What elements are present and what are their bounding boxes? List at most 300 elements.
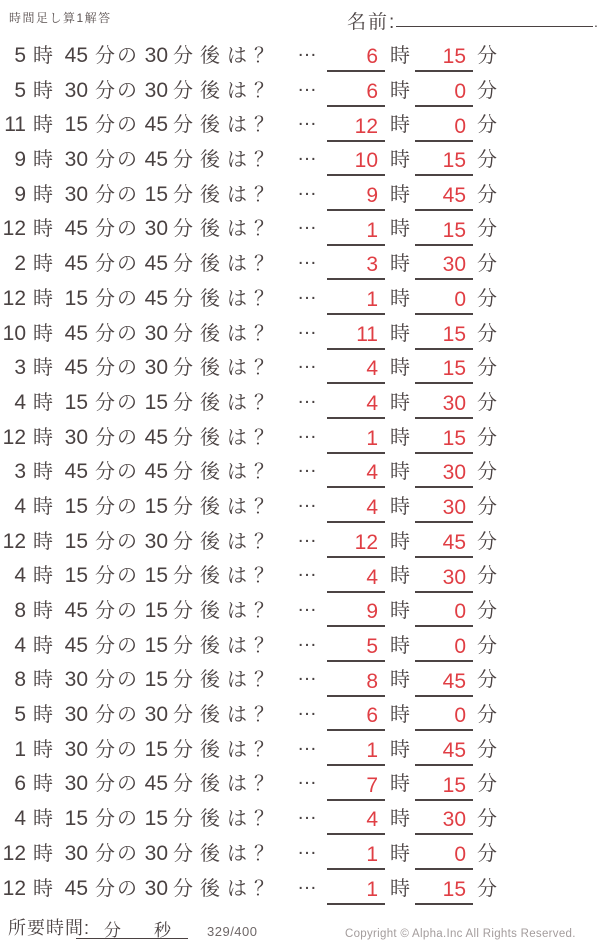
minutes-later-question-label: 分後は？ [173,114,281,137]
minute-no-label: 分の [95,357,139,380]
minutes-later-question-label: 分後は？ [173,530,281,553]
question-minute-value: 15 [64,564,88,588]
hour-kanji-label: 時 [33,461,53,484]
ellipsis-leader: … [297,698,317,721]
question-hour-value: 5 [14,703,26,727]
answer-minute-blank [415,286,473,315]
minute-no-label: 分の [95,669,139,692]
ellipsis-leader: … [297,594,317,616]
answer-hour-value: 12 [354,530,378,554]
question-hour-value: 6 [14,772,26,796]
answer-minute-blank [415,321,473,350]
minute-no-label: 分の [95,287,139,310]
ellipsis-leader: … [297,351,317,374]
question-delta-value: 30 [144,703,168,727]
answer-hour-value: 1 [366,843,378,866]
answer-hour-blank [327,43,385,72]
question-minute-value: 30 [64,668,88,692]
copyright-text: Copyright © Alpha.Inc All Rights Reserved. [345,928,576,940]
answer-minute-value: 15 [442,773,466,797]
minute-kanji-label: 分 [477,704,497,727]
minute-no-label: 分の [95,634,139,657]
answer-minute-blank [415,529,473,558]
ellipsis-leader: … [297,663,317,686]
answer-hour-blank [327,251,385,280]
answer-hour-blank [327,876,385,905]
hour-kanji-label: 時 [390,183,410,206]
question-delta-value: 15 [144,807,168,831]
question-minute-value: 30 [64,737,88,761]
question-delta-value: 15 [144,599,168,622]
question-delta-value: 45 [144,252,168,276]
answer-hour-value: 4 [366,496,378,520]
ellipsis-leader: … [297,836,317,859]
hour-kanji-label: 時 [390,669,410,692]
answer-minute-blank [415,702,473,731]
minute-kanji-label: 分 [477,45,497,67]
hour-kanji-label: 時 [390,704,410,727]
answer-hour-blank [327,147,385,176]
seconds-unit-label: 秒 [154,921,171,940]
question-hour-value: 12 [2,841,26,865]
ellipsis-leader: … [297,212,317,235]
ellipsis-leader: … [297,628,317,651]
minute-no-label: 分の [95,808,139,831]
answer-minute-blank [415,425,473,454]
question-hour-value: 9 [14,148,26,172]
minutes-later-question-label: 分後は？ [173,149,281,172]
answer-hour-blank [327,529,385,558]
hour-kanji-label: 時 [33,253,53,276]
minute-kanji-label: 分 [477,634,497,657]
minutes-later-question-label: 分後は？ [173,634,281,657]
question-delta-value: 30 [144,217,168,241]
question-minute-value: 45 [64,252,88,276]
ellipsis-leader: … [297,177,317,200]
question-delta-value: 15 [144,737,168,761]
answer-hour-value: 1 [366,738,378,762]
hour-kanji-label: 時 [33,773,53,796]
hour-kanji-label: 時 [390,357,410,380]
ellipsis-leader: … [297,143,317,166]
ellipsis-leader: … [297,73,317,96]
answer-hour-value: 7 [366,773,378,797]
minutes-later-question-label: 分後は？ [173,426,281,449]
minute-no-label: 分の [95,773,139,796]
answer-minute-value: 15 [442,218,466,242]
minute-kanji-label: 分 [477,738,497,761]
minutes-later-question-label: 分後は？ [173,357,281,380]
answer-minute-blank [415,113,473,142]
answer-minute-value: 0 [454,288,466,311]
answer-hour-blank [327,737,385,766]
answer-minute-blank [415,564,473,593]
minute-no-label: 分の [95,149,139,172]
question-hour-value: 5 [14,78,26,102]
answer-hour-value: 6 [366,79,378,103]
question-hour-value: 4 [14,633,26,657]
answer-hour-blank [327,321,385,350]
answer-hour-value: 9 [366,600,378,624]
hour-kanji-label: 時 [33,495,53,518]
question-minute-value: 15 [64,529,88,553]
minute-kanji-label: 分 [477,773,497,796]
answer-minute-value: 15 [442,322,466,346]
question-hour-value: 3 [14,356,26,380]
minute-no-label: 分の [95,600,139,622]
question-minute-value: 45 [64,633,88,657]
minute-kanji-label: 分 [477,808,497,831]
question-minute-value: 30 [64,78,88,102]
hour-kanji-label: 時 [390,45,410,67]
ellipsis-leader: … [297,489,317,512]
answer-hour-value: 10 [354,149,378,173]
ellipsis-leader: … [297,455,317,478]
ellipsis-leader: … [297,559,317,582]
minutes-later-question-label: 分後は？ [173,253,281,276]
question-hour-value: 8 [14,599,26,622]
minute-no-label: 分の [95,738,139,761]
question-hour-value: 9 [14,182,26,206]
hour-kanji-label: 時 [33,600,53,622]
ellipsis-leader: … [297,385,317,408]
answer-hour-blank [327,772,385,801]
answer-hour-value: 6 [366,45,378,69]
hour-kanji-label: 時 [390,530,410,553]
minute-no-label: 分の [95,391,139,414]
minute-no-label: 分の [95,877,139,900]
question-minute-value: 30 [64,841,88,865]
answer-minute-blank [415,494,473,523]
question-minute-value: 45 [64,460,88,484]
hour-kanji-label: 時 [390,218,410,241]
hour-kanji-label: 時 [33,842,53,865]
hour-kanji-label: 時 [390,426,410,449]
question-delta-value: 15 [144,633,168,657]
minutes-later-question-label: 分後は？ [173,738,281,761]
answer-hour-blank [327,78,385,107]
hour-kanji-label: 時 [33,808,53,831]
answer-hour-value: 9 [366,183,378,207]
answer-hour-value: 4 [366,461,378,485]
answer-minute-value: 0 [454,704,466,728]
minute-kanji-label: 分 [477,530,497,553]
minute-kanji-label: 分 [477,253,497,276]
answer-minute-blank [415,78,473,107]
minutes-later-question-label: 分後は？ [173,287,281,310]
minutes-later-question-label: 分後は？ [173,322,281,345]
answer-minute-value: 0 [454,79,466,103]
minutes-later-question-label: 分後は？ [173,600,281,622]
question-minute-value: 30 [64,425,88,449]
hour-kanji-label: 時 [390,565,410,588]
hour-kanji-label: 時 [390,842,410,865]
question-minute-value: 15 [64,807,88,831]
minute-kanji-label: 分 [477,218,497,241]
required-time-label: 所要時間: [8,918,91,938]
minutes-unit-label: 分 [104,921,121,940]
hour-kanji-label: 時 [33,426,53,449]
minute-kanji-label: 分 [477,842,497,865]
answer-minute-value: 30 [442,253,466,277]
question-hour-value: 8 [14,668,26,692]
hour-kanji-label: 時 [33,79,53,102]
answer-hour-blank [327,564,385,593]
question-delta-value: 15 [144,494,168,518]
question-delta-value: 15 [144,668,168,692]
name-line-period: . [594,14,598,30]
answer-hour-value: 4 [366,357,378,381]
question-delta-value: 45 [144,772,168,796]
question-minute-value: 45 [64,356,88,380]
ellipsis-leader: … [297,39,317,61]
question-delta-value: 45 [144,425,168,449]
question-delta-value: 30 [144,876,168,900]
answer-minute-value: 45 [442,669,466,693]
question-delta-value: 30 [144,356,168,380]
ellipsis-leader: … [297,281,317,304]
hour-kanji-label: 時 [33,357,53,380]
answer-hour-blank [327,841,385,870]
minute-kanji-label: 分 [477,287,497,310]
problem-row [0,872,600,907]
question-minute-value: 30 [64,703,88,727]
answer-hour-value: 3 [366,253,378,277]
minutes-later-question-label: 分後は？ [173,391,281,414]
answer-minute-value: 45 [442,530,466,554]
ellipsis-leader: … [297,524,317,547]
minute-no-label: 分の [95,218,139,241]
answer-hour-value: 8 [366,669,378,693]
answer-minute-blank [415,251,473,280]
question-minute-value: 15 [64,390,88,414]
answer-hour-value: 1 [366,218,378,242]
question-hour-value: 3 [14,460,26,484]
question-hour-value: 12 [2,876,26,900]
hour-kanji-label: 時 [390,738,410,761]
answer-minute-blank [415,737,473,766]
answer-minute-value: 15 [442,357,466,381]
question-minute-value: 15 [64,286,88,310]
minute-kanji-label: 分 [477,669,497,692]
question-hour-value: 4 [14,390,26,414]
hour-kanji-label: 時 [390,322,410,345]
minute-kanji-label: 分 [477,495,497,518]
minute-no-label: 分の [95,530,139,553]
question-minute-value: 45 [64,599,88,622]
question-hour-value: 5 [14,44,26,67]
minute-kanji-label: 分 [477,79,497,102]
hour-kanji-label: 時 [33,391,53,414]
answer-minute-value: 0 [454,843,466,866]
minute-no-label: 分の [95,704,139,727]
answer-minute-value: 0 [454,600,466,624]
answer-minute-value: 30 [442,565,466,589]
minute-no-label: 分の [95,461,139,484]
answer-minute-value: 0 [454,114,466,138]
hour-kanji-label: 時 [390,461,410,484]
minute-kanji-label: 分 [477,600,497,622]
minute-no-label: 分の [95,426,139,449]
name-label: 名前: [347,12,397,33]
hour-kanji-label: 時 [390,600,410,622]
answer-hour-blank [327,182,385,211]
answer-minute-value: 15 [442,426,466,450]
minute-no-label: 分の [95,114,139,137]
question-minute-value: 45 [64,44,88,67]
minutes-later-question-label: 分後は？ [173,808,281,831]
hour-kanji-label: 時 [33,877,53,900]
question-minute-value: 15 [64,494,88,518]
answer-hour-blank [327,806,385,835]
answer-hour-blank [327,355,385,384]
question-hour-value: 10 [2,321,26,345]
hour-kanji-label: 時 [33,669,53,692]
answer-hour-value: 4 [366,565,378,589]
hour-kanji-label: 時 [390,149,410,172]
answer-hour-blank [327,113,385,142]
minute-kanji-label: 分 [477,183,497,206]
minute-kanji-label: 分 [477,426,497,449]
minutes-later-question-label: 分後は？ [173,877,281,900]
question-minute-value: 30 [64,182,88,206]
question-minute-value: 45 [64,217,88,241]
hour-kanji-label: 時 [390,79,410,102]
required-time-blank [76,916,188,939]
answer-minute-value: 30 [442,496,466,520]
minute-kanji-label: 分 [477,322,497,345]
hour-kanji-label: 時 [33,738,53,761]
answer-hour-value: 6 [366,704,378,728]
answer-minute-value: 30 [442,461,466,485]
minute-kanji-label: 分 [477,114,497,137]
hour-kanji-label: 時 [33,634,53,657]
minute-no-label: 分の [95,842,139,865]
minute-no-label: 分の [95,495,139,518]
question-delta-value: 30 [144,78,168,102]
answer-minute-value: 15 [442,149,466,173]
minute-kanji-label: 分 [477,357,497,380]
answer-hour-blank [327,286,385,315]
question-delta-value: 30 [144,841,168,865]
minutes-later-question-label: 分後は？ [173,495,281,518]
question-delta-value: 30 [144,44,168,67]
question-hour-value: 12 [2,529,26,553]
question-minute-value: 30 [64,772,88,796]
hour-kanji-label: 時 [390,287,410,310]
minutes-later-question-label: 分後は？ [173,79,281,102]
answer-minute-blank [415,806,473,835]
answer-minute-blank [415,668,473,697]
ellipsis-leader: … [297,247,317,270]
minute-kanji-label: 分 [477,461,497,484]
answer-minute-value: 15 [442,877,466,901]
answer-minute-blank [415,459,473,488]
answer-minute-value: 0 [454,634,466,658]
answer-hour-blank [327,633,385,662]
answer-hour-value: 1 [366,877,378,901]
question-minute-value: 45 [64,876,88,900]
hour-kanji-label: 時 [390,253,410,276]
question-hour-value: 2 [14,252,26,276]
minutes-later-question-label: 分後は？ [173,461,281,484]
minutes-later-question-label: 分後は？ [173,218,281,241]
hour-kanji-label: 時 [33,45,53,67]
minute-no-label: 分の [95,45,139,67]
answer-hour-blank [327,390,385,419]
minutes-later-question-label: 分後は？ [173,773,281,796]
question-minute-value: 15 [64,113,88,137]
minute-no-label: 分の [95,253,139,276]
ellipsis-leader: … [297,316,317,339]
answer-hour-value: 1 [366,426,378,450]
question-hour-value: 12 [2,286,26,310]
question-delta-value: 30 [144,529,168,553]
answer-minute-value: 30 [442,392,466,416]
hour-kanji-label: 時 [33,287,53,310]
worksheet-title: 時間足し算1解答 [9,11,112,25]
hour-kanji-label: 時 [390,114,410,137]
question-hour-value: 4 [14,494,26,518]
answer-minute-blank [415,633,473,662]
question-minute-value: 30 [64,148,88,172]
ellipsis-leader: … [297,802,317,825]
answer-hour-blank [327,425,385,454]
answer-minute-value: 45 [442,738,466,762]
question-delta-value: 15 [144,564,168,588]
ellipsis-leader: … [297,732,317,755]
hour-kanji-label: 時 [33,322,53,345]
hour-kanji-label: 時 [33,149,53,172]
minute-kanji-label: 分 [477,391,497,414]
minutes-later-question-label: 分後は？ [173,842,281,865]
question-delta-value: 45 [144,286,168,310]
answer-hour-value: 12 [354,114,378,138]
minute-kanji-label: 分 [477,565,497,588]
answer-minute-blank [415,772,473,801]
minutes-later-question-label: 分後は？ [173,669,281,692]
page-number: 329/400 [207,924,258,939]
minute-kanji-label: 分 [477,149,497,172]
answer-minute-blank [415,841,473,870]
answer-minute-value: 15 [442,45,466,69]
answer-hour-value: 4 [366,808,378,832]
question-delta-value: 15 [144,390,168,414]
hour-kanji-label: 時 [33,218,53,241]
minutes-later-question-label: 分後は？ [173,45,281,67]
ellipsis-leader: … [297,420,317,443]
answer-hour-blank [327,668,385,697]
question-delta-value: 45 [144,148,168,172]
hour-kanji-label: 時 [390,808,410,831]
minute-no-label: 分の [95,183,139,206]
hour-kanji-label: 時 [390,634,410,657]
name-blank-line [396,7,593,27]
answer-minute-blank [415,182,473,211]
minutes-later-question-label: 分後は？ [173,565,281,588]
hour-kanji-label: 時 [33,114,53,137]
answer-hour-value: 4 [366,392,378,416]
minute-no-label: 分の [95,79,139,102]
ellipsis-leader: … [297,767,317,790]
minutes-later-question-label: 分後は？ [173,704,281,727]
answer-hour-blank [327,702,385,731]
answer-minute-blank [415,598,473,627]
minute-kanji-label: 分 [477,877,497,900]
answer-minute-blank [415,876,473,905]
hour-kanji-label: 時 [390,391,410,414]
question-hour-value: 12 [2,425,26,449]
